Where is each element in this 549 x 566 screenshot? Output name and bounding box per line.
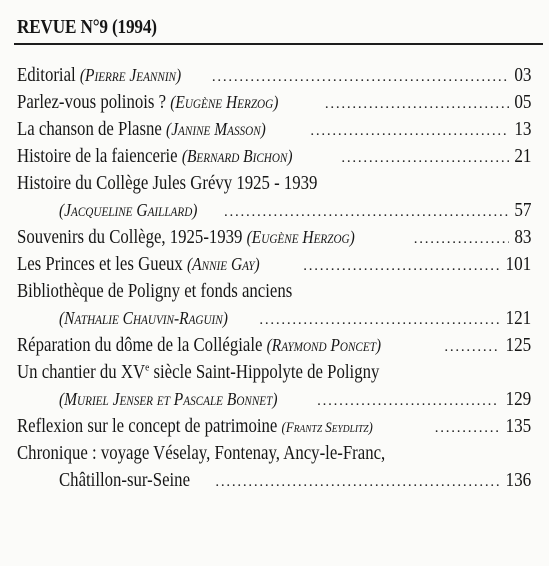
toc-entry-polinois <box>17 89 531 116</box>
entry-title: Parlez-vous polinois ? <box>17 92 167 113</box>
entry-title: Histoire de la faiencerie <box>17 146 178 167</box>
dot-leader <box>435 415 499 440</box>
toc-entry-patrimoine <box>17 413 531 440</box>
toc-entry-editorial <box>17 62 531 89</box>
entry-page: 136 <box>505 470 531 491</box>
entry-author: (Janine Masson) <box>166 119 266 139</box>
entry-author: (Muriel Jenser et Pascale Bonnet) <box>59 389 278 409</box>
dot-leader <box>317 388 499 413</box>
entry-title-author <box>17 116 266 143</box>
entry-author: (Annie Gay) <box>186 254 260 274</box>
entry-page: 129 <box>505 389 531 410</box>
entry-title: Reflexion sur le concept de patrimoine <box>17 416 278 437</box>
toc-entry-bibliotheque <box>17 278 531 305</box>
entry-title-author <box>17 413 373 440</box>
entry-title: Bibliothèque de Poligny et fonds anciens <box>17 281 293 302</box>
toc-entry-bibliotheque-continued <box>17 305 531 332</box>
entry-title: Editorial <box>17 65 76 86</box>
century-superscript: e <box>145 361 150 374</box>
entry-title-part: Un chantier du XV <box>17 362 146 383</box>
dot-leader <box>259 307 498 332</box>
entry-page: 135 <box>505 416 531 437</box>
entry-page: 83 <box>513 227 531 248</box>
dot-leader <box>310 118 508 143</box>
dot-leader <box>444 334 498 359</box>
entry-title-part: siècle Saint-Hippolyte de Poligny <box>149 362 380 383</box>
entry-page: 57 <box>513 200 531 221</box>
entry-author: (Jacqueline Gaillard) <box>59 200 198 220</box>
toc-entry-college-grevy-continued <box>17 197 531 224</box>
dot-leader <box>341 145 508 170</box>
entry-title: Les Princes et les Gueux <box>17 254 183 275</box>
toc-entry-chronique <box>17 440 531 467</box>
entry-author: (Bernard Bichon) <box>181 146 293 166</box>
entry-author: (Nathalie Chauvin-Raguin) <box>59 308 228 328</box>
dot-leader <box>215 469 498 494</box>
entry-title <box>17 359 379 386</box>
entry-title-author <box>17 224 355 251</box>
entry-author: (Eugène Herzog) <box>170 92 279 112</box>
entry-title: Chronique : voyage Véselay, Fontenay, Ancy-le-Franc, <box>17 443 386 464</box>
entry-page: 05 <box>513 92 531 113</box>
toc-entry-faiencerie <box>17 143 531 170</box>
table-of-contents <box>17 62 531 494</box>
toc-entry-chantier-xve-continued <box>17 386 531 413</box>
entry-page: 21 <box>513 146 531 167</box>
revue-heading: REVUE N°9 (1994) <box>17 16 157 38</box>
dot-leader <box>212 64 509 89</box>
toc-entry-chanson-plasne <box>17 116 531 143</box>
entry-title-continued: Châtillon-sur-Seine <box>59 470 191 491</box>
toc-entry-dome-collegiale <box>17 332 531 359</box>
entry-page: 03 <box>513 65 531 86</box>
entry-page: 121 <box>505 308 531 329</box>
entry-author: (Raymond Poncet) <box>266 335 382 355</box>
entry-title-author <box>17 143 293 170</box>
entry-title: Histoire du Collège Jules Grévy 1925 - 1939 <box>17 173 318 194</box>
entry-title: Souvenirs du Collège, 1925-1939 <box>17 227 243 248</box>
entry-title-author <box>17 251 260 278</box>
toc-entry-chantier-xve <box>17 359 531 386</box>
entry-title: Réparation du dôme de la Collégiale <box>17 335 263 356</box>
dot-leader <box>224 199 509 224</box>
toc-entry-chronique-continued <box>17 467 531 494</box>
entry-title: La chanson de Plasne <box>17 119 162 140</box>
toc-entry-souvenirs-college <box>17 224 531 251</box>
entry-author: (Pierre Jeannin) <box>79 65 182 85</box>
dot-leader <box>325 91 509 116</box>
entry-page: 125 <box>505 335 531 356</box>
entry-page: 13 <box>513 119 531 140</box>
dot-leader <box>414 226 509 251</box>
entry-author: (Frantz Seydlitz) <box>281 420 373 436</box>
entry-title-author <box>17 62 181 89</box>
entry-page: 101 <box>505 254 531 275</box>
dot-leader <box>303 253 499 278</box>
entry-author: (Eugène Herzog) <box>246 227 355 247</box>
heading-rule <box>14 43 543 45</box>
entry-title-author <box>17 89 278 116</box>
toc-entry-princes-gueux <box>17 251 531 278</box>
entry-title-author <box>17 332 381 359</box>
toc-entry-college-grevy <box>17 170 531 197</box>
